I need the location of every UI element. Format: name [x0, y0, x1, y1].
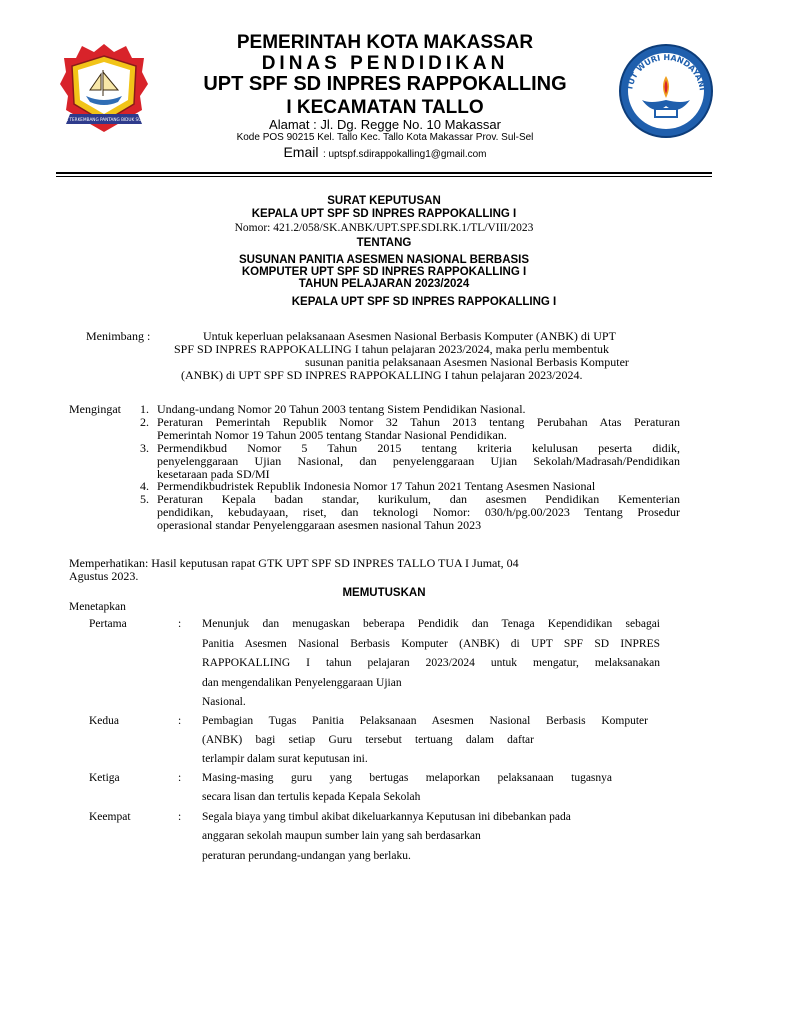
- letterhead-district: I KECAMATAN TALLO: [286, 97, 484, 118]
- mengingat-item-number: 3.: [140, 441, 149, 455]
- decree-subject-line2: KOMPUTER UPT SPF SD INPRES RAPPOKALLING I: [241, 266, 527, 278]
- decision-line: secara lisan dan tertulis kepada Kepala Sekolah: [202, 791, 421, 803]
- decision-line: dan mengendalikan Penyelenggaraan Ujian: [202, 677, 402, 689]
- decree-subject-line1: SUSUNAN PANITIA ASESMEN NASIONAL BERBASIS: [238, 254, 530, 266]
- mengingat-item-line: penyelenggaraan Ujian Nasional, dan penyelenggaraan Ujian Sekolah/Madrasah/Pendidikan: [157, 454, 680, 468]
- decision-colon: :: [178, 618, 182, 630]
- letterhead-postal: Kode POS 90215 Kel. Tallo Kec. Tallo Kota Makassar Prov. Sul-Sel: [236, 132, 534, 143]
- decision-colon: :: [178, 715, 182, 727]
- decision-line: Menunjuk dan menugaskan beberapa Pendidik dan Tenaga Kependidikan sebagai: [202, 618, 660, 630]
- decision-colon: :: [178, 811, 182, 823]
- decree-about-label: TENTANG: [356, 237, 412, 249]
- mengingat-item-number: 1.: [140, 402, 149, 416]
- menimbang-line: Untuk keperluan pelaksanaan Asesmen Nasional Berbasis Komputer (ANBK) di UPT: [203, 329, 616, 343]
- mengingat-item-line: Peraturan Kepala badan standar, kurikulum, dan asesmen Pendidikan Kementerian: [157, 492, 680, 506]
- letterhead-department: DINAS PENDIDIKAN: [261, 53, 509, 74]
- memperhatikan-line: Agustus 2023.: [69, 569, 139, 583]
- email-value: : uptspf.sdirappokalling1@gmail.com: [322, 149, 487, 160]
- letterhead-divider-thin: [56, 176, 712, 177]
- decision-label: Ketiga: [89, 772, 120, 784]
- letterhead-email: [150, 144, 620, 162]
- makassar-city-emblem-logo: [39, 40, 169, 138]
- menetapkan-label: Menetapkan: [69, 601, 126, 613]
- menimbang-line: SPF SD INPRES RAPPOKALLING I tahun pelajaran 2023/2024, maka perlu membentuk: [174, 342, 609, 356]
- menimbang-line: susunan panitia pelaksanaan Asesmen Nasional Berbasis Komputer: [305, 355, 629, 369]
- tut-wuri-handayani-logo: [610, 42, 722, 140]
- decision-line: (ANBK) bagi setiap Guru tersebut tertuang dalam daftar: [202, 734, 534, 746]
- mengingat-item-line: Permendikbud Nomor 5 Tahun 2015 tentang kriteria kelulusan peserta didik,: [157, 441, 680, 455]
- logo-motto: TUT WURI HANDAYANI: [625, 52, 707, 92]
- menimbang-label: Menimbang :: [86, 329, 151, 343]
- letterhead-divider: [56, 172, 712, 174]
- emblem-motto: SEKALI LAYAR TERKEMBANG PANTANG BIDUK SURUT KEBALIK: [39, 117, 169, 122]
- letterhead-school: UPT SPF SD INPRES RAPPOKALLING: [203, 73, 567, 95]
- mengingat-item-line: Permendikbudristek Republik Indonesia Nomor 17 Tahun 2021 Tentang Asesmen Nasional: [157, 479, 596, 493]
- mengingat-item-line: operasional standar Penyelenggaraan asesmen nasional Tahun 2023: [157, 518, 482, 532]
- decision-label: Keempat: [89, 811, 131, 823]
- decision-label: Kedua: [89, 715, 120, 727]
- mengingat-label: Mengingat: [69, 402, 121, 416]
- decision-colon: :: [178, 772, 182, 784]
- decree-issuer-title: KEPALA UPT SPF SD INPRES RAPPOKALLING I: [251, 208, 517, 220]
- decision-line: Nasional.: [202, 696, 246, 708]
- mengingat-item-number: 2.: [140, 415, 149, 429]
- decision-line: Pembagian Tugas Panitia Pelaksanaan Asesmen Nasional Berbasis Komputer: [202, 715, 648, 727]
- mengingat-item-number: 4.: [140, 479, 149, 493]
- letterhead-government: PEMERINTAH KOTA MAKASSAR: [236, 32, 534, 53]
- decree-subject-line3: TAHUN PELAJARAN 2023/2024: [298, 278, 470, 290]
- decision-label: Pertama: [89, 618, 127, 630]
- mengingat-item-line: Pemerintah Nomor 19 Tahun 2005 tentang Standar Nasional Pendidikan.: [157, 428, 507, 442]
- email-label: Email: [283, 144, 319, 160]
- mengingat-item-line: Peraturan Pemerintah Republik Nomor 32 Tahun 2013 tentang Perubahan Atas Peraturan: [157, 415, 680, 429]
- decision-line: Panitia Asesmen Nasional Berbasis Komputer (ANBK) di UPT SPF SD INPRES: [202, 638, 660, 650]
- mengingat-item-line: kesetaraan pada SD/MI: [157, 467, 270, 481]
- decree-title: SURAT KEPUTUSAN: [327, 195, 441, 207]
- decision-line: RAPPOKALLING I tahun pelajaran 2023/2024 untuk mengatur, melaksanakan: [202, 657, 660, 669]
- decision-line: peraturan perundang-undangan yang berlaku.: [202, 850, 411, 862]
- decision-line: Segala biaya yang timbul akibat dikeluarkannya Keputusan ini dibebankan pada: [202, 811, 571, 823]
- decision-line: Masing-masing guru yang bertugas melaporkan pelaksanaan tugasnya: [202, 772, 612, 784]
- letterhead-address: Alamat : Jl. Dg. Regge No. 10 Makassar: [269, 117, 501, 132]
- memutuskan-heading: MEMUTUSKAN: [342, 587, 426, 599]
- decision-line: anggaran sekolah maupun sumber lain yang sah berdasarkan: [202, 830, 481, 842]
- memperhatikan-line: Memperhatikan: Hasil keputusan rapat GTK UPT SPF SD INPRES TALLO TUA I Jumat, 04: [69, 556, 519, 570]
- decision-line: terlampir dalam surat keputusan ini.: [202, 753, 368, 765]
- mengingat-item-line: pendidikan, kebudayaan, riset, dan teknologi Nomor: 030/h/pg.00/2023 Tentang Prosedur: [157, 505, 680, 519]
- decree-issuer: KEPALA UPT SPF SD INPRES RAPPOKALLING I: [291, 296, 557, 308]
- decree-number: Nomor: 421.2/058/SK.ANBK/UPT.SPF.SDI.RK.1/TL/VIII/2023: [234, 222, 534, 234]
- menimbang-line: (ANBK) di UPT SPF SD INPRES RAPPOKALLING I tahun pelajaran 2023/2024.: [181, 368, 583, 382]
- mengingat-item-line: Undang-undang Nomor 20 Tahun 2003 tentang Sistem Pendidikan Nasional.: [157, 402, 526, 416]
- mengingat-item-number: 5.: [140, 492, 149, 506]
